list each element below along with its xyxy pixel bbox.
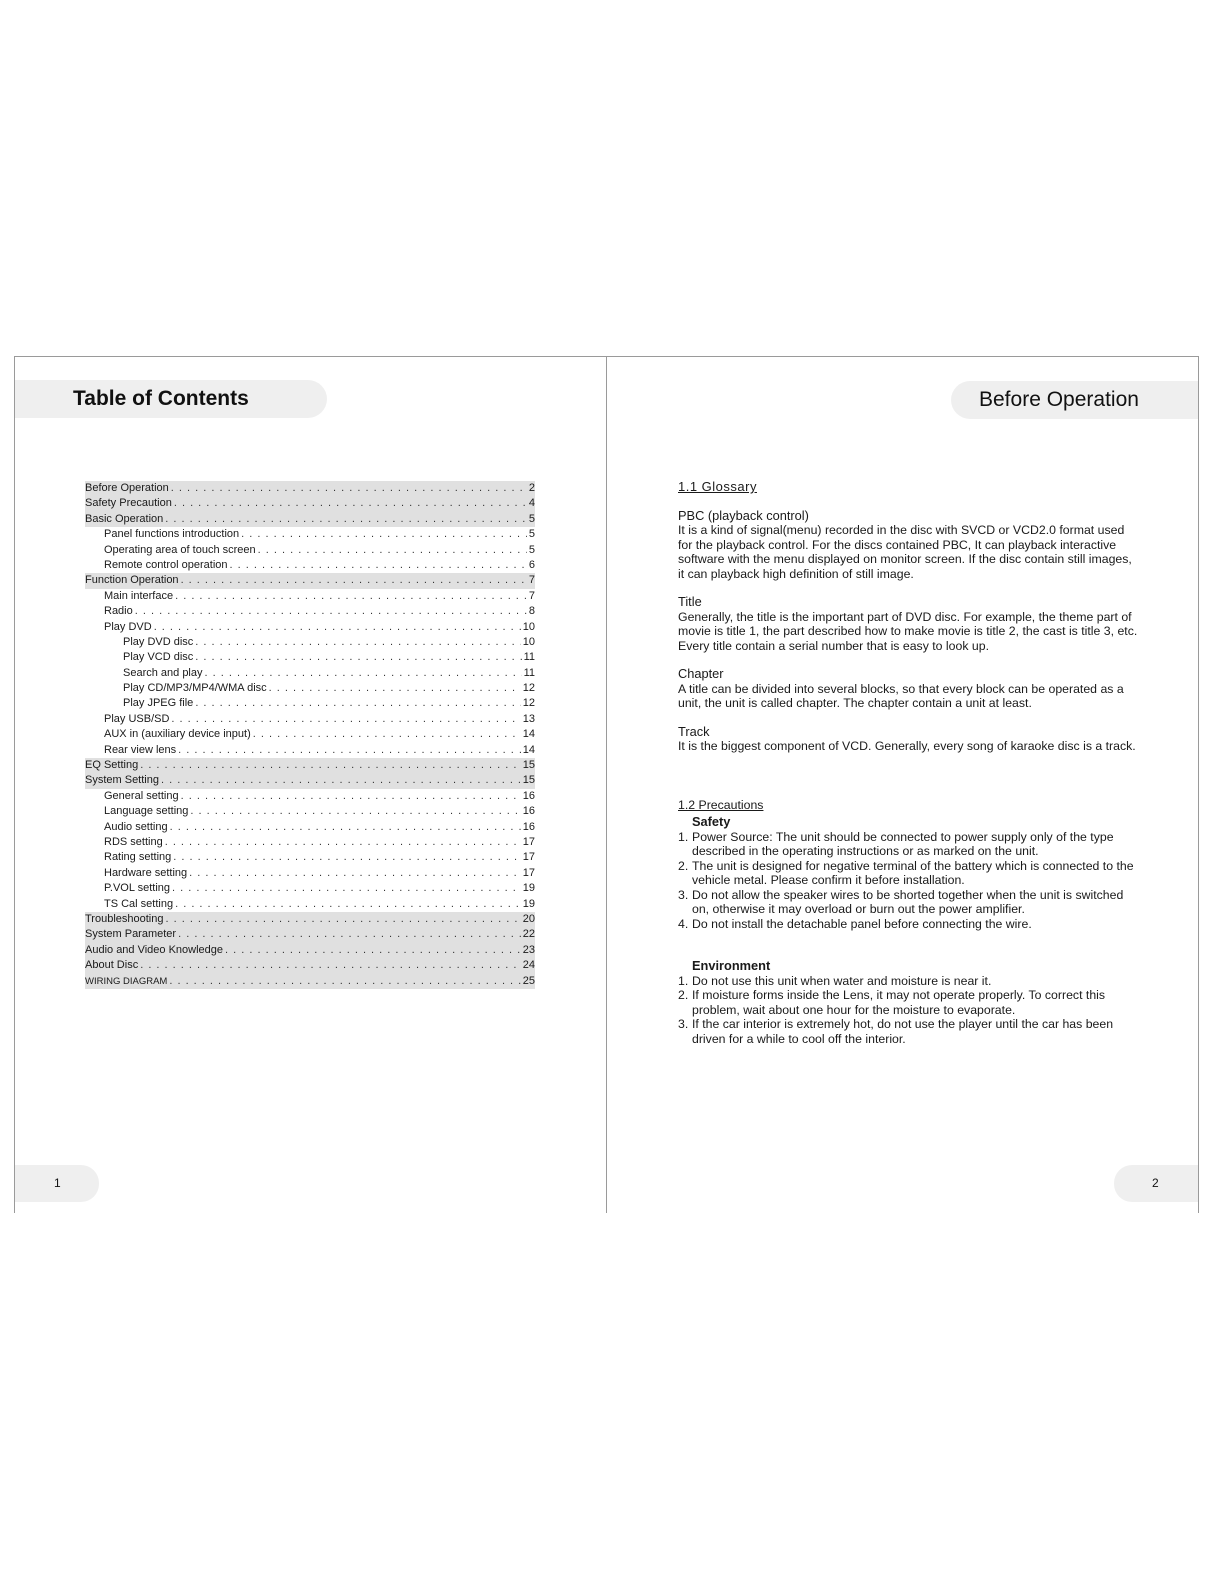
toc-leader-dots: [173, 850, 520, 865]
toc-entry-label: Operating area of touch screen: [104, 543, 256, 556]
toc-entry-page: 15: [522, 759, 535, 772]
toc-entry-label: Troubleshooting: [85, 912, 164, 925]
toc-entry-page: 2: [528, 482, 535, 494]
toc-entry-label: Safety Precaution: [85, 497, 172, 510]
toc-entry-page: 5: [528, 543, 535, 556]
toc-entry-page: 24: [522, 959, 535, 972]
toc-entry: [85, 958, 535, 973]
toc-entry-page: 11: [523, 651, 535, 664]
toc-entry-label: Function Operation: [85, 574, 179, 587]
toc-entry: [85, 527, 535, 542]
toc-entry-page: 8: [528, 605, 535, 618]
toc-entry-label: General setting: [104, 789, 179, 802]
toc-entry-page: 7: [528, 589, 535, 602]
toc-entry-page: 19: [522, 882, 535, 895]
toc-leader-dots: [181, 789, 521, 804]
toc-entry-page: 11: [523, 666, 535, 679]
toc-entry-page: 25: [522, 974, 535, 987]
list-item: 1. Do not use this unit when water and moisture is near it.: [678, 973, 992, 988]
toc-entry: [85, 743, 535, 758]
toc-entry: [85, 666, 535, 681]
toc-entry: [85, 512, 535, 527]
toc-entry-label: Play VCD disc: [123, 651, 194, 664]
toc-entry-page: 5: [528, 512, 535, 525]
toc-leader-dots: [161, 773, 521, 788]
safety-list: [678, 830, 1138, 932]
glossary-definition: A title can be divided into several blocks, so that every block can be operated as a unit, the unit is called chapter. The chapter contain a unit at least.: [678, 681, 1124, 710]
toc-leader-dots: [178, 927, 521, 942]
list-item: 1. Power Source: The unit should be connected to power supply only of the type described in the operating instructions or as marked on the unit.: [678, 829, 1114, 858]
toc-entry-page: 13: [522, 712, 535, 725]
toc-title-tab: [15, 380, 327, 418]
list-item: 2. If moisture forms inside the Lens, it may not operate properly. To correct this problem, wait about one hour for the moisture to evaporate.: [678, 988, 1106, 1017]
toc-entry-label: Audio and Video Knowledge: [85, 943, 224, 956]
toc-entry-page: 10: [522, 620, 535, 633]
toc-entry-label: P.VOL setting: [104, 882, 171, 895]
section-title: Before Operation: [979, 388, 1139, 411]
toc-entry-label: TS Cal setting: [104, 897, 174, 910]
toc-entry: [85, 635, 535, 650]
toc-leader-dots: [225, 943, 521, 958]
toc-entry: [85, 712, 535, 727]
toc-entry-page: 14: [522, 743, 535, 756]
toc-entry-page: 12: [522, 697, 535, 710]
toc-leader-dots: [205, 666, 522, 681]
toc-entry-page: 4: [528, 497, 535, 510]
toc-entry-label: Audio setting: [104, 820, 168, 833]
glossary-term: Title: [678, 594, 702, 609]
toc-entry: [85, 650, 535, 665]
toc-entry-label: RDS setting: [104, 835, 163, 848]
toc-entry-label: Play USB/SD: [104, 712, 170, 725]
toc-entry-label: WIRING DIAGRAM: [85, 975, 168, 987]
toc-leader-dots: [140, 758, 521, 773]
toc-leader-dots: [175, 897, 521, 912]
environment-heading: Environment: [692, 958, 771, 973]
toc-entry-label: Play DVD: [104, 620, 152, 633]
toc-entry: [85, 866, 535, 881]
toc-entry: [85, 604, 535, 619]
environment-list: [678, 974, 1138, 1047]
toc-leader-dots: [241, 527, 527, 542]
toc-entry-label: AUX in (auxiliary device input): [104, 728, 251, 741]
glossary-heading: 1.1 Glossary: [678, 479, 757, 494]
glossary-entry: [678, 725, 1138, 754]
toc-entry-page: 6: [528, 558, 535, 571]
toc-entry-label: System Parameter: [85, 928, 177, 941]
toc-entry-page: 16: [522, 805, 535, 818]
toc-leader-dots: [230, 558, 527, 573]
glossary-definition: It is a kind of signal(menu) recorded in the disc with SVCD or VCD2.0 format used for the playback control. For the discs contained PBC, It can playback interactive software with the menu displayed on monitor screen. If the disc contain still images, it can playback high definition of still image.: [678, 523, 1132, 581]
section-title-tab: [951, 381, 1198, 419]
toc-entry-page: 16: [522, 820, 535, 833]
precautions-heading: 1.2 Precautions: [678, 797, 764, 812]
toc-entry: [85, 927, 535, 942]
toc-entry: [85, 974, 535, 989]
toc-entry: [85, 850, 535, 865]
toc-leader-dots: [189, 866, 521, 881]
toc-entry: [85, 558, 535, 573]
toc-entry-label: Panel functions introduction: [104, 528, 240, 541]
glossary-entry: [678, 509, 1138, 582]
toc-entry-label: Rating setting: [104, 851, 172, 864]
page-gutter: [606, 357, 607, 1213]
toc-leader-dots: [190, 804, 520, 819]
toc-entry-label: Before Operation: [85, 482, 169, 494]
glossary-term: Chapter: [678, 666, 724, 681]
list-item: 3. If the car interior is extremely hot, do not use the player until the car has been driven for a while to cool off the interior.: [678, 1017, 1114, 1046]
glossary-entry: [678, 595, 1138, 653]
toc-leader-dots: [171, 481, 527, 496]
toc-entry-page: 17: [522, 851, 535, 864]
toc-entry: [85, 543, 535, 558]
toc-entry-label: Hardware setting: [104, 866, 188, 879]
toc-leader-dots: [171, 712, 520, 727]
toc-leader-dots: [258, 543, 527, 558]
toc-leader-dots: [174, 496, 527, 511]
toc-entry-page: 22: [522, 928, 535, 941]
toc-entry: [85, 881, 535, 896]
toc-leader-dots: [154, 620, 521, 635]
toc-entry-page: 17: [522, 866, 535, 879]
toc-entry-label: Play DVD disc: [123, 635, 194, 648]
toc-entry: [85, 912, 535, 927]
toc-leader-dots: [140, 958, 521, 973]
toc-leader-dots: [172, 881, 521, 896]
toc-entry: [85, 773, 535, 788]
page-number-right: 2: [1152, 1176, 1159, 1190]
toc-entry-label: Remote control operation: [104, 558, 228, 571]
toc-leader-dots: [253, 727, 521, 742]
toc-entry: [85, 820, 535, 835]
glossary-definition: Generally, the title is the important part of DVD disc. For example, the theme part of movie is title 1, the part described how to make movie is title 2, the cast is title 3, etc. Every title contain a serial number that is easy to look up.: [678, 609, 1138, 653]
safety-heading: Safety: [692, 814, 731, 829]
toc-entry-label: Basic Operation: [85, 512, 164, 525]
toc-entry: [85, 943, 535, 958]
toc-entry: [85, 804, 535, 819]
toc-entry-page: 5: [528, 528, 535, 541]
toc-entry-page: 15: [522, 774, 535, 787]
toc-entry-label: Rear view lens: [104, 743, 177, 756]
toc-entry: [85, 681, 535, 696]
toc-entry-label: Play CD/MP3/MP4/WMA disc: [123, 682, 267, 695]
list-item: 4. Do not install the detachable panel before connecting the wire.: [678, 916, 1032, 931]
toc-leader-dots: [195, 635, 520, 650]
toc-entry: [85, 620, 535, 635]
toc-entry: [85, 758, 535, 773]
toc-entry: [85, 496, 535, 511]
page-number-tab-right: [1114, 1165, 1198, 1202]
toc-leader-dots: [165, 512, 527, 527]
toc-entry-label: Play JPEG file: [123, 697, 194, 710]
toc-title: Table of Contents: [73, 387, 249, 410]
toc-entry-label: EQ Setting: [85, 759, 139, 772]
toc-entry: [85, 573, 535, 588]
toc-leader-dots: [175, 589, 527, 604]
toc-entry-label: Language setting: [104, 805, 189, 818]
before-operation-content: [678, 478, 1138, 1046]
toc-entry: [85, 727, 535, 742]
toc-entry-page: 10: [522, 635, 535, 648]
toc-entry: [85, 481, 535, 496]
toc-leader-dots: [165, 835, 521, 850]
toc-entry-label: Main interface: [104, 589, 174, 602]
toc-entry-page: 20: [522, 912, 535, 925]
toc-entry-page: 7: [528, 574, 535, 587]
page-number-tab-left: [15, 1165, 99, 1202]
glossary-definition: It is the biggest component of VCD. Generally, every song of karaoke disc is a track.: [678, 739, 1136, 753]
glossary-term: Track: [678, 723, 710, 739]
list-item: 2. The unit is designed for negative terminal of the battery which is connected to the vehicle metal. Please confirm it before installation.: [678, 858, 1134, 887]
toc-entry-page: 14: [522, 728, 535, 741]
glossary-term: PBC (playback control): [678, 507, 809, 523]
toc-entry: [85, 789, 535, 804]
toc-entry: [85, 835, 535, 850]
glossary-entry: [678, 667, 1138, 711]
toc-entry-label: System Setting: [85, 774, 159, 787]
toc-entry-page: 17: [522, 835, 535, 848]
toc-entry: [85, 696, 535, 711]
toc-leader-dots: [181, 573, 527, 588]
toc-leader-dots: [269, 681, 521, 696]
toc-entry: [85, 589, 535, 604]
toc-entry-page: 12: [522, 682, 535, 695]
toc-entry-page: 19: [522, 897, 535, 910]
page-edge-left: [14, 357, 15, 1213]
list-item: 3. Do not allow the speaker wires to be shorted together when the unit is switched on, otherwise it may overload or burn out the power amplifier.: [678, 887, 1124, 916]
toc-leader-dots: [135, 604, 527, 619]
toc-entry: [85, 897, 535, 912]
toc-entry-label: Search and play: [123, 666, 203, 679]
page-edge-right: [1198, 357, 1199, 1213]
toc-leader-dots: [169, 974, 520, 989]
toc-entry-label: About Disc: [85, 959, 139, 972]
page-number-left: 1: [54, 1176, 61, 1190]
toc-leader-dots: [170, 820, 521, 835]
toc-entry-page: 23: [522, 943, 535, 956]
toc-leader-dots: [165, 912, 520, 927]
toc-entry-page: 16: [522, 789, 535, 802]
toc-leader-dots: [195, 650, 521, 665]
toc-entry-label: Radio: [104, 605, 133, 618]
toc-leader-dots: [178, 743, 521, 758]
table-of-contents: [85, 481, 535, 989]
toc-leader-dots: [195, 696, 520, 711]
